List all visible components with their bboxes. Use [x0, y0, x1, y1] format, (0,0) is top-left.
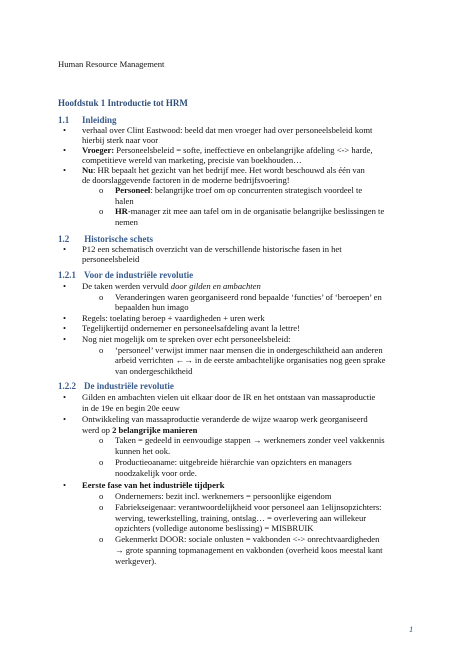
bullet-icon: • [63, 392, 67, 402]
text-line: van ondergeschiktheid [115, 366, 193, 376]
sub-bullet-icon: o [99, 435, 104, 445]
sub-bullet-icon: o [99, 491, 104, 501]
text-line: Gilden en ambachten vielen uit elkaar door de IR en het ontstaan van massaproductie [82, 392, 376, 402]
text-line: Nu: HR bepaalt het gezicht van het bedrijf mee. Het wordt beschouwd als één van [82, 165, 365, 175]
bullet-icon: • [63, 480, 67, 490]
sub-bullet-icon: o [99, 206, 104, 216]
text-line: Eerste fase van het industriële tijdperk [82, 480, 225, 490]
text-line: werkgever). [115, 556, 157, 566]
text-line: HR-manager zit mee aan tafel om in de organisatie belangrijke beslissingen te [115, 206, 385, 216]
bullet-icon: • [63, 334, 67, 344]
text-line: in de 19e en begin 20e eeuw [82, 403, 180, 413]
text-line: Veranderingen waren georganiseerd rond bepaalde ‘functies’ of ‘beroepen’ en [115, 292, 382, 302]
text-line: opzichters (volledige autonome beslissing) = MISBRUIK [115, 523, 314, 533]
text-line: P12 een schematisch overzicht van de verschillende historische fasen in het [82, 244, 342, 254]
text-line: Tegelijkertijd ondernemer en personeelsafdeling avant la lettre! [82, 323, 300, 333]
text-line: Gekenmerkt DOOR: sociale onlusten = vakbonden <-> onrechtvaardigheden [115, 534, 380, 544]
sub-bullet-icon: o [99, 185, 104, 195]
section-heading-1-2-2: 1.2.2 De industriële revolutie [58, 381, 174, 391]
text-line: personeelsbeleid [82, 254, 140, 264]
text-line: Productieoaname: uitgebreide hiërarchie van opzichters en managers [115, 457, 352, 467]
bullet-icon: • [63, 313, 67, 323]
sub-bullet-icon: o [99, 345, 104, 355]
chapter-title: Hoofdstuk 1 Introductie tot HRM [58, 98, 188, 108]
sub-bullet-icon: o [99, 292, 104, 302]
text-line: Personeel: belangrijke troef om op concurrenten strategisch voordeel te [115, 185, 363, 195]
text-line: Vroeger: Personeelsbeleid = softe, ineffectieve en onbelangrijke afdeling <-> harde, [82, 145, 373, 155]
text-line: Nog niet mogelijk om te spreken over echt personeelsbeleid: [82, 334, 291, 344]
text-line: werd op 2 belangrijke manieren [82, 425, 198, 435]
sub-bullet-icon: o [99, 457, 104, 467]
sub-bullet-icon: o [99, 502, 104, 512]
bullet-icon: • [63, 244, 67, 254]
page-number: 1 [409, 624, 414, 634]
document-header: Human Resource Management [58, 59, 165, 69]
section-heading-1-1: 1.1 Inleiding [58, 115, 117, 125]
text-line: competitieve wereld van marketing, precisie van boekhouden… [82, 155, 302, 165]
text-line: nemen [115, 217, 138, 227]
text-line: de doorslaggevende factoren in de moderne bedrijfsvoering! [82, 175, 290, 185]
text-line: → grote spanning topmanagement en vakbonden (overheid koos meestal kant [115, 545, 383, 555]
bullet-icon: • [63, 125, 67, 135]
text-line: kunnen het ook. [115, 446, 171, 456]
text-line: halen [115, 196, 134, 206]
text-line: De taken werden vervuld door gilden en ambachten [82, 281, 261, 291]
text-line: ‘personeel’ verwijst immer naar mensen die in ondergeschiktheid aan anderen [115, 345, 383, 355]
bullet-icon: • [63, 165, 67, 175]
bullet-icon: • [63, 281, 67, 291]
bullet-icon: • [63, 414, 67, 424]
section-heading-1-2: 1.2 Historische schets [58, 234, 153, 244]
text-line: verhaal over Clint Eastwood: beeld dat men vroeger had over personeelsbeleid komt [82, 125, 373, 135]
bullet-icon: • [63, 323, 67, 333]
text-line: werving, tewerkstelling, training, ontslag… = overlevering aan willekeur [115, 513, 367, 523]
text-line: Ondernemers: bezit incl. werknemers = persoonlijke eigendom [115, 491, 332, 501]
text-line: Ontwikkeling van massaproductie veranderde de wijze waarop werk georganiseerd [82, 414, 368, 424]
section-heading-1-2-1: 1.2.1 Voor de industriële revolutie [58, 270, 194, 280]
text-line: Fabrieksеigenaar: verantwoordelijkheid voor personeel aan 1elijnsopzichters: [115, 502, 382, 512]
text-line: Taken = gedeeld in eenvoudige stappen → werknemers zonder veel vakkennis [115, 435, 385, 445]
text-line: hierbij sterk naar voor [82, 135, 159, 145]
bullet-icon: • [63, 145, 67, 155]
text-line: noodzakelijk voor orde. [115, 468, 197, 478]
text-line: Regels: toelating beroep + vaardigheden + uren werk [82, 313, 265, 323]
text-line: bepaalden hun imago [115, 302, 189, 312]
text-line: arbeid verrichten ←→ in de eerste ambachtelijke organisaties nog geen sprake [115, 355, 386, 365]
sub-bullet-icon: o [99, 534, 104, 544]
